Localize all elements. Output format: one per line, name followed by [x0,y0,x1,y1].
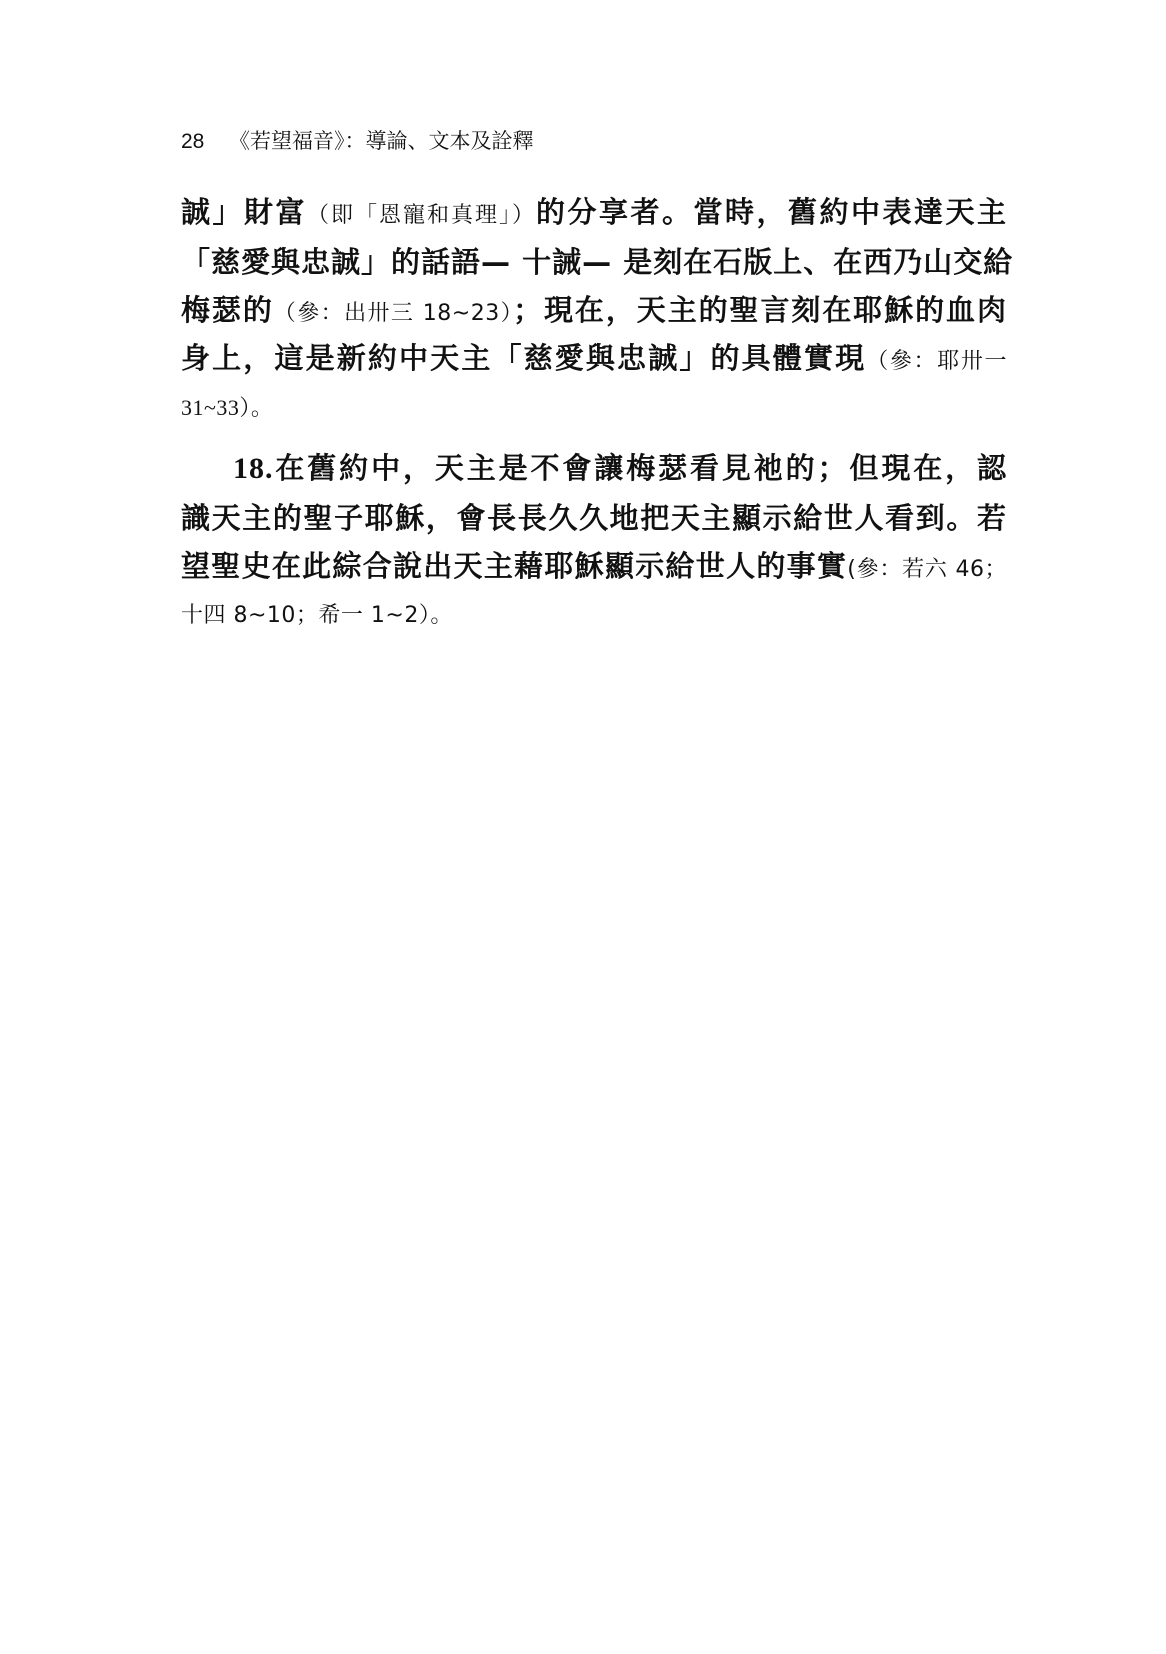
paragraph-1-line-1 [181,188,1007,236]
paragraph-number: 18. [233,452,274,485]
paragraph-2-line-2 [181,494,1007,542]
paragraph-1-line-4 [181,334,1007,382]
text-segment: 的分享者。當時，舊約中表達天主 [535,195,1007,229]
paragraph-2-line-3 [181,542,1007,590]
running-head [181,128,534,155]
paragraph-2-line-1 [233,444,1007,492]
text-segment: 望聖史在此綜合說出天主藉耶穌顯示給世人的事實 [181,549,848,583]
scripture-reference: （即「恩寵和真理」） [307,203,536,228]
paragraph-1-line-5 [181,384,1007,432]
scripture-reference: 31~33）。 [181,395,274,420]
text-segment: 身上，這是新約中天主「慈愛與忠誠」的具體實現 [181,341,867,375]
paragraph-1-line-3 [181,286,1007,334]
paragraph-2-line-4 [181,592,1007,640]
text-segment: 梅瑟的 [181,293,274,327]
text-segment: ；現在，天主的聖言刻在耶穌的血肉 [513,293,1007,327]
text-segment: 「慈愛與忠誠」的話語— 十誡— 是刻在石版上、在西乃山交給 [181,245,1014,279]
page-number: 28 [181,130,205,153]
scripture-reference: （參：耶卅一 [866,349,1007,374]
book-title: 《若望福音》：導論、文本及詮釋 [229,129,534,153]
scripture-reference: 十四 8~10；希一 1~2）。 [181,603,453,628]
paragraph-1-line-2 [181,238,1014,286]
scripture-reference: （參：出卅三 18~23） [273,301,514,326]
text-segment: 在舊約中，天主是不會讓梅瑟看見祂的；但現在，認 [273,451,1007,485]
scripture-reference: (參：若六 46； [847,557,1007,582]
text-segment: 識天主的聖子耶穌，會長長久久地把天主顯示給世人看到。若 [181,501,1007,535]
text-segment: 誠」財富 [181,195,307,229]
